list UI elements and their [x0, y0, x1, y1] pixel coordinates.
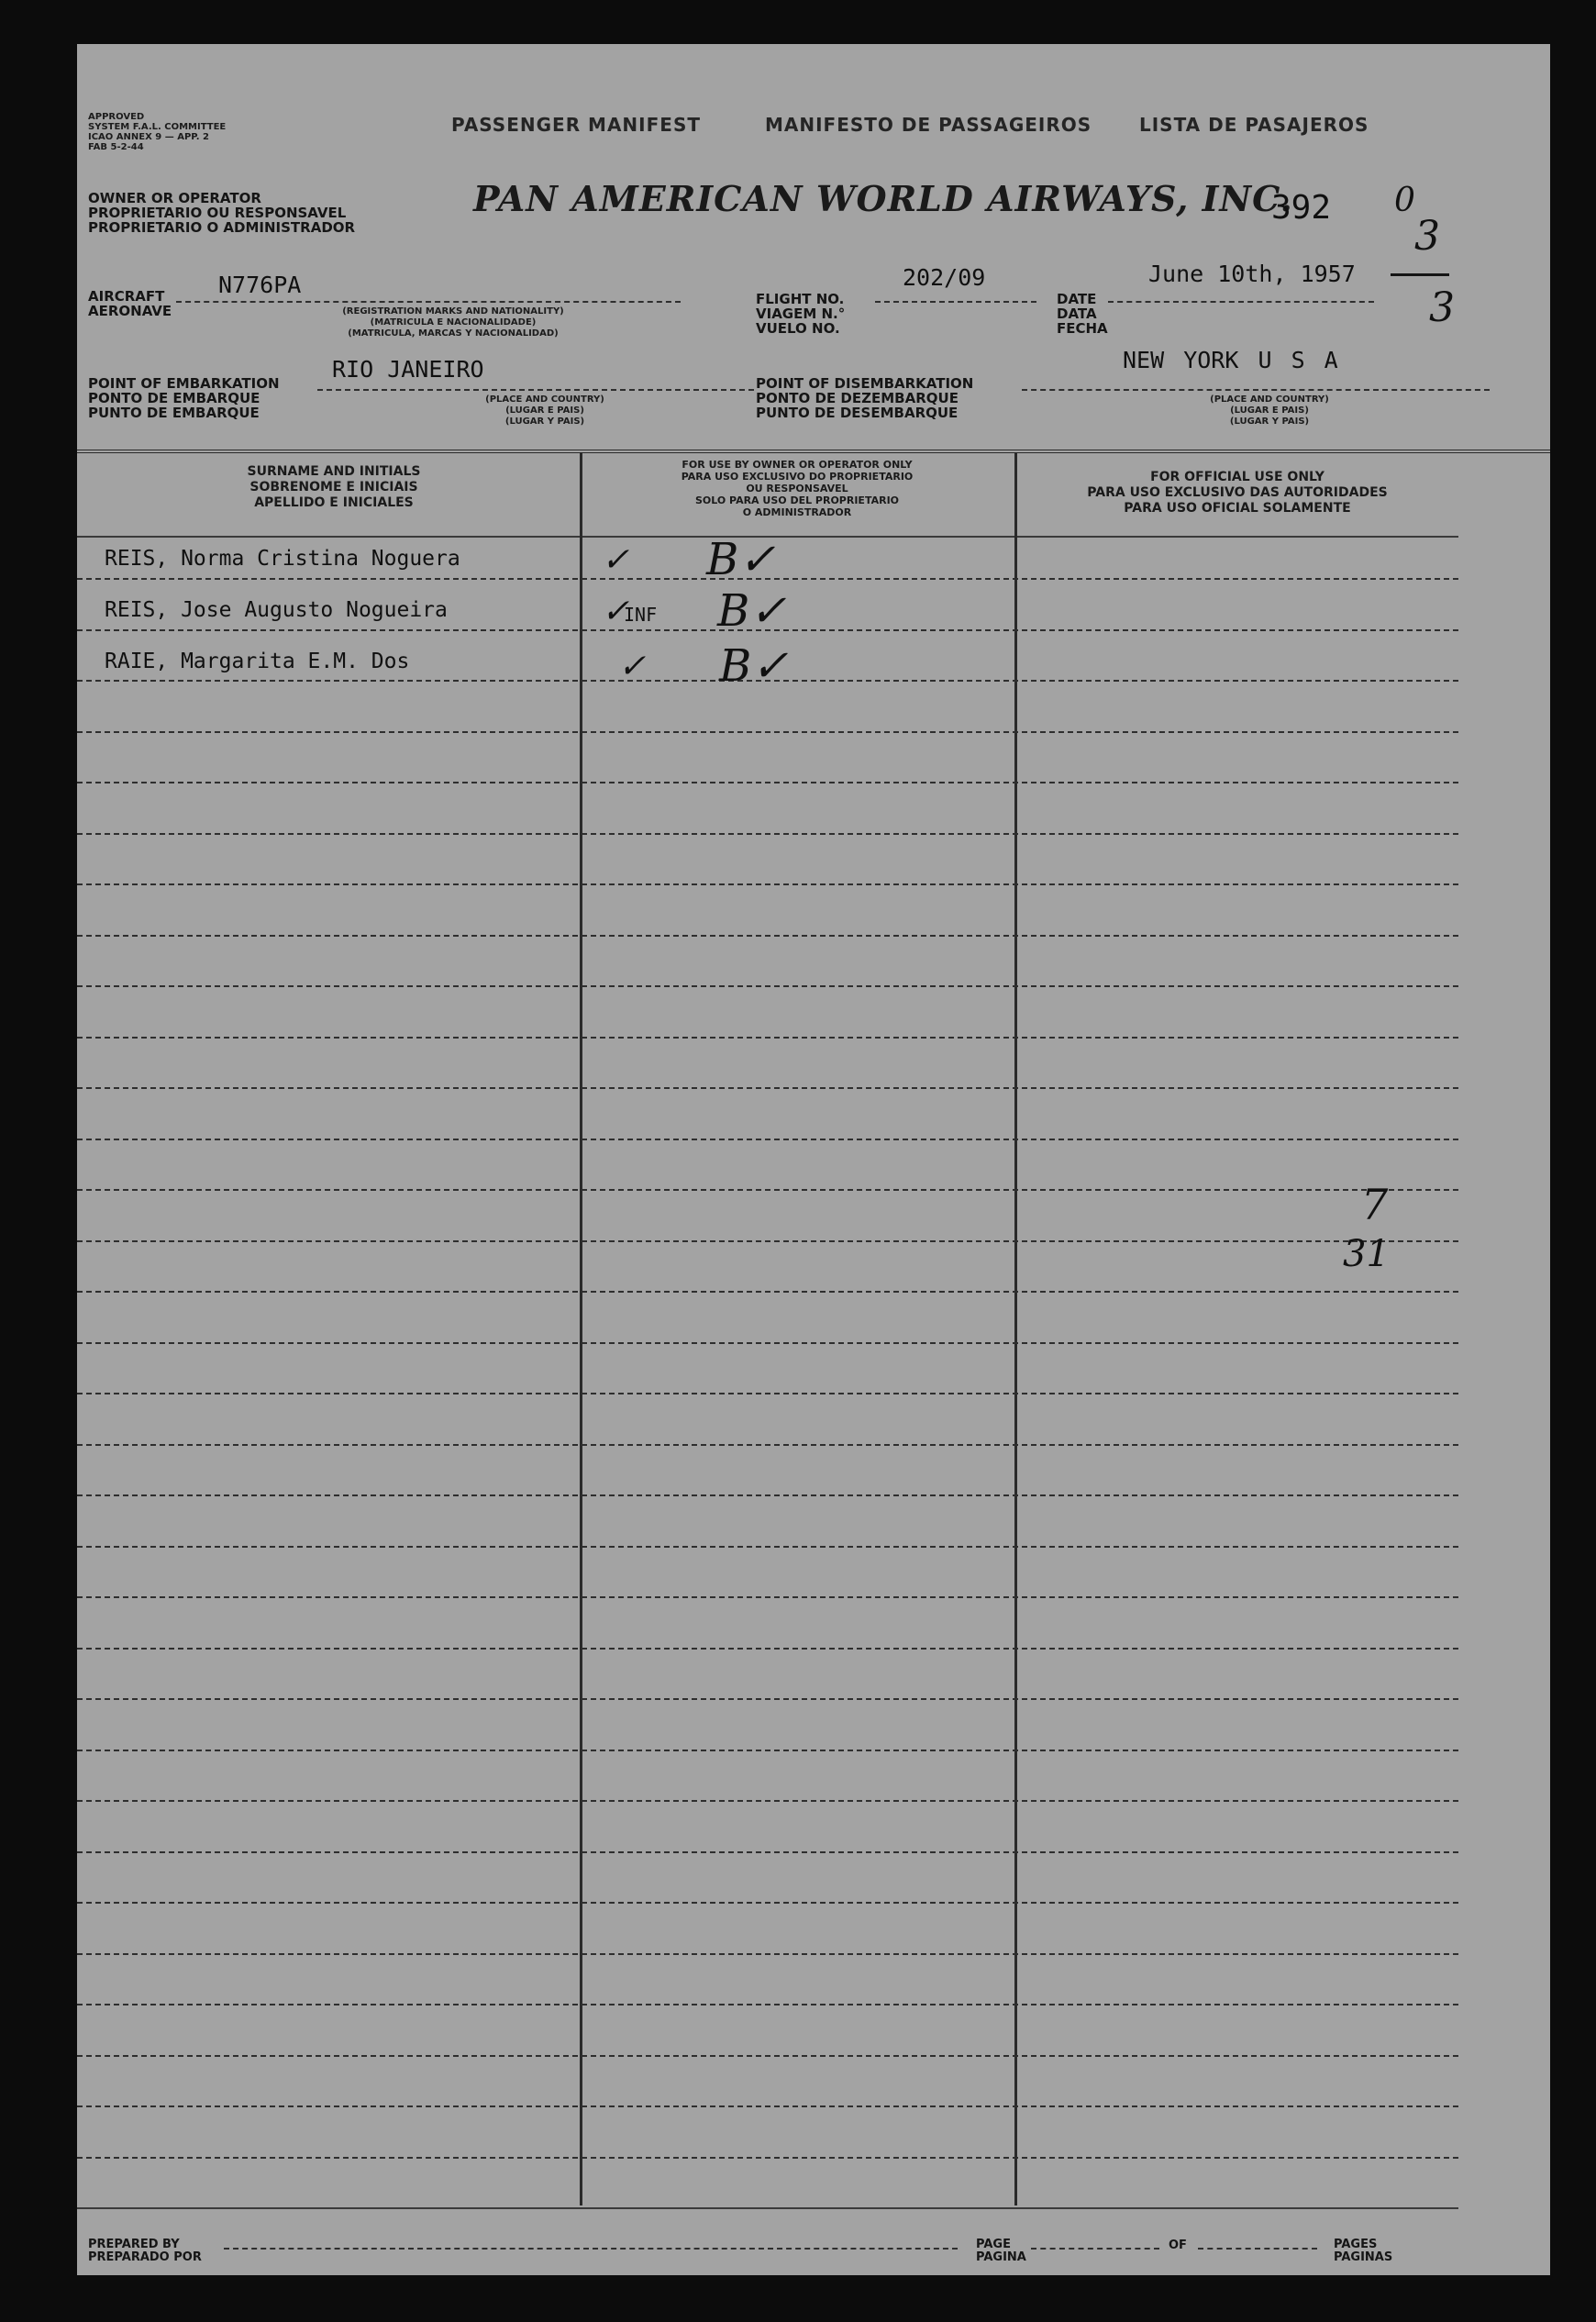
- passenger-note: INF: [624, 604, 658, 626]
- passenger-name: RAIE, Margarita E.M. Dos: [105, 650, 410, 673]
- column-header-owner-use: [591, 459, 1003, 518]
- embark-sublabel: (LUGAR E PAIS): [505, 406, 584, 416]
- disembark-label: PUNTO DE DESEMBARQUE: [756, 405, 959, 421]
- passenger-name: REIS, Norma Cristina Noguera: [105, 547, 460, 571]
- page-rule: [1031, 2248, 1159, 2250]
- of-rule: [1198, 2248, 1317, 2250]
- flight-labels: [756, 292, 845, 336]
- row-rule: [77, 1139, 1458, 1140]
- passenger-mark: B✓: [717, 585, 787, 637]
- row-rule: [77, 2105, 1458, 2107]
- date-label: DATE: [1057, 291, 1097, 307]
- passenger-check: ✓: [618, 648, 647, 685]
- passenger-name: REIS, Jose Augusto Nogueira: [105, 598, 448, 622]
- row-rule: [77, 833, 1458, 835]
- passenger-mark: B✓: [706, 534, 776, 585]
- corner-fraction-bar: [1391, 273, 1449, 276]
- column-header-line: FOR USE BY OWNER OR OPERATOR ONLY: [682, 459, 913, 471]
- row-rule: [77, 1291, 1458, 1293]
- pages-labels: [1334, 2239, 1392, 2264]
- row-rule: [77, 935, 1458, 937]
- disembark-label: POINT OF DISEMBARKATION: [756, 375, 974, 392]
- approval-block: [88, 112, 226, 152]
- column-header-line: APELLIDO E INICIALES: [254, 495, 414, 510]
- owner-label: PROPRIETARIO OU RESPONSAVEL: [88, 205, 347, 221]
- date-value: June 10th, 1957: [1148, 261, 1356, 287]
- column-header-surname: [132, 464, 536, 511]
- title-portuguese: MANIFESTO DE PASSAGEIROS: [765, 114, 1092, 136]
- row-rule: [77, 1342, 1458, 1344]
- disembark-sublabel: (PLACE AND COUNTRY): [1210, 394, 1329, 405]
- approval-line: APPROVED: [88, 112, 145, 122]
- embark-label: PUNTO DE EMBARQUE: [88, 405, 260, 421]
- aircraft-label: AIRCRAFT: [88, 288, 165, 305]
- column-header-official: [1022, 470, 1453, 517]
- flight-label: VUELO NO.: [756, 320, 840, 337]
- pages-label: PAGINAS: [1334, 2250, 1393, 2264]
- flight-value: 202/09: [903, 264, 986, 291]
- row-rule: [77, 731, 1458, 733]
- owner-labels: [88, 191, 355, 235]
- table-bottom-rule: [77, 2207, 1458, 2209]
- column-header-line: OU RESPONSAVEL: [746, 483, 848, 494]
- approval-line: FAB 5-2-44: [88, 142, 144, 152]
- sheet-number: 392: [1271, 189, 1332, 227]
- flight-label: VIAGEM N.°: [756, 306, 846, 322]
- embark-value: RIO JANEIRO: [332, 356, 484, 383]
- row-rule: [77, 1851, 1458, 1853]
- page-labels: [976, 2239, 1026, 2264]
- row-rule: [77, 1953, 1458, 1955]
- aircraft-value: N776PA: [218, 272, 302, 298]
- title-spanish: LISTA DE PASAJEROS: [1139, 114, 1369, 136]
- prepared-label: PREPARED BY: [88, 2238, 180, 2251]
- pages-label: PAGES: [1334, 2238, 1378, 2251]
- disembark-rule: [1022, 389, 1490, 391]
- disembark-sublabels: [1132, 394, 1407, 428]
- row-rule: [77, 1189, 1458, 1191]
- passenger-check: ✓: [602, 541, 630, 579]
- aircraft-sublabel: (REGISTRATION MARKS AND NATIONALITY): [342, 306, 564, 317]
- table-top-rule: [77, 450, 1550, 453]
- row-rule: [77, 1902, 1458, 1904]
- passenger-check: ✓: [602, 593, 630, 630]
- aircraft-rule: [176, 301, 681, 303]
- embark-sublabel: (LUGAR Y PAIS): [504, 417, 585, 427]
- manifest-sheet: [77, 44, 1550, 2275]
- corner-note-bottom: 3: [1429, 284, 1455, 331]
- row-rule: [77, 1546, 1458, 1548]
- column-header-line: SOBRENOME E INICIAIS: [249, 480, 418, 494]
- column-header-line: SOLO PARA USO DEL PROPRIETARIO: [694, 494, 900, 506]
- passenger-mark: B✓: [719, 640, 789, 692]
- corner-note-mid: 3: [1414, 213, 1440, 260]
- row-rule: [77, 985, 1458, 987]
- prepared-label: PREPARADO POR: [88, 2250, 202, 2264]
- aircraft-sublabel: (MATRICULA E NACIONALIDADE): [370, 317, 537, 328]
- date-labels: [1057, 292, 1108, 336]
- aircraft-sublabel: (MATRICULA, MARCAS Y NACIONALIDAD): [348, 328, 559, 339]
- embark-label: PONTO DE EMBARQUE: [88, 390, 260, 406]
- column-divider-right: [1014, 453, 1017, 2205]
- row-rule: [77, 1750, 1458, 1751]
- of-label: OF: [1169, 2239, 1187, 2252]
- row-rule: [77, 1444, 1458, 1446]
- page-label: PAGE: [976, 2238, 1011, 2251]
- embark-sublabel: (PLACE AND COUNTRY): [485, 394, 604, 405]
- row-rule: [77, 1087, 1458, 1089]
- date-label: DATA: [1057, 306, 1097, 322]
- flight-rule: [875, 301, 1036, 303]
- embark-labels: [88, 376, 280, 420]
- disembark-label: PONTO DE DEZEMBARQUE: [756, 390, 959, 406]
- row-rule: [77, 1648, 1458, 1650]
- prepared-rule: [224, 2248, 958, 2250]
- corner-note-top: 0: [1394, 182, 1415, 219]
- disembark-sublabel: (LUGAR Y PAIS): [1229, 417, 1310, 427]
- row-rule: [77, 1800, 1458, 1802]
- margin-note-b: 31: [1343, 1233, 1390, 1275]
- approval-line: SYSTEM F.A.L. COMMITTEE: [88, 122, 227, 132]
- row-rule: [77, 1494, 1458, 1496]
- row-rule: [77, 1596, 1458, 1598]
- date-label: FECHA: [1057, 320, 1108, 337]
- aircraft-label: AERONAVE: [88, 303, 172, 319]
- embark-sublabels: [407, 394, 682, 428]
- prepared-by-labels: [88, 2239, 202, 2264]
- column-header-line: PARA USO EXCLUSIVO DO PROPRIETARIO: [681, 471, 914, 483]
- flight-label: FLIGHT NO.: [756, 291, 845, 307]
- disembark-value: NEW YORK U S A: [1123, 347, 1338, 373]
- column-header-line: O ADMINISTRADOR: [742, 506, 852, 518]
- embark-label: POINT OF EMBARKATION: [88, 375, 280, 392]
- column-header-line: PARA USO OFICIAL SOLAMENTE: [1124, 501, 1351, 516]
- aircraft-labels: [88, 289, 172, 318]
- row-rule: [77, 2055, 1458, 2057]
- column-divider-left: [580, 453, 582, 2205]
- embark-rule: [317, 389, 754, 391]
- row-rule: [77, 2157, 1458, 2159]
- aircraft-sublabels: [251, 306, 655, 339]
- row-rule: [77, 782, 1458, 783]
- row-rule: [77, 1240, 1458, 1242]
- column-header-line: PARA USO EXCLUSIVO DAS AUTORIDADES: [1087, 485, 1388, 500]
- margin-note-a: 7: [1361, 1180, 1389, 1229]
- title-english: PASSENGER MANIFEST: [451, 114, 701, 136]
- row-rule: [77, 883, 1458, 885]
- owner-label: PROPRIETARIO O ADMINISTRADOR: [88, 219, 356, 236]
- disembark-sublabel: (LUGAR E PAIS): [1230, 406, 1309, 416]
- row-rule: [77, 1698, 1458, 1700]
- row-rule: [77, 1393, 1458, 1394]
- owner-label: OWNER OR OPERATOR: [88, 190, 261, 206]
- column-header-line: FOR OFFICIAL USE ONLY: [1150, 470, 1324, 484]
- approval-line: ICAO ANNEX 9 — APP. 2: [88, 132, 210, 142]
- date-rule: [1108, 301, 1374, 303]
- disembark-labels: [756, 376, 973, 420]
- page-label: PAGINA: [976, 2250, 1026, 2264]
- row-rule: [77, 2004, 1458, 2005]
- company-name: PAN AMERICAN WORLD AIRWAYS, INC.: [473, 178, 1293, 219]
- row-rule: [77, 1037, 1458, 1039]
- column-header-line: SURNAME AND INITIALS: [247, 464, 421, 479]
